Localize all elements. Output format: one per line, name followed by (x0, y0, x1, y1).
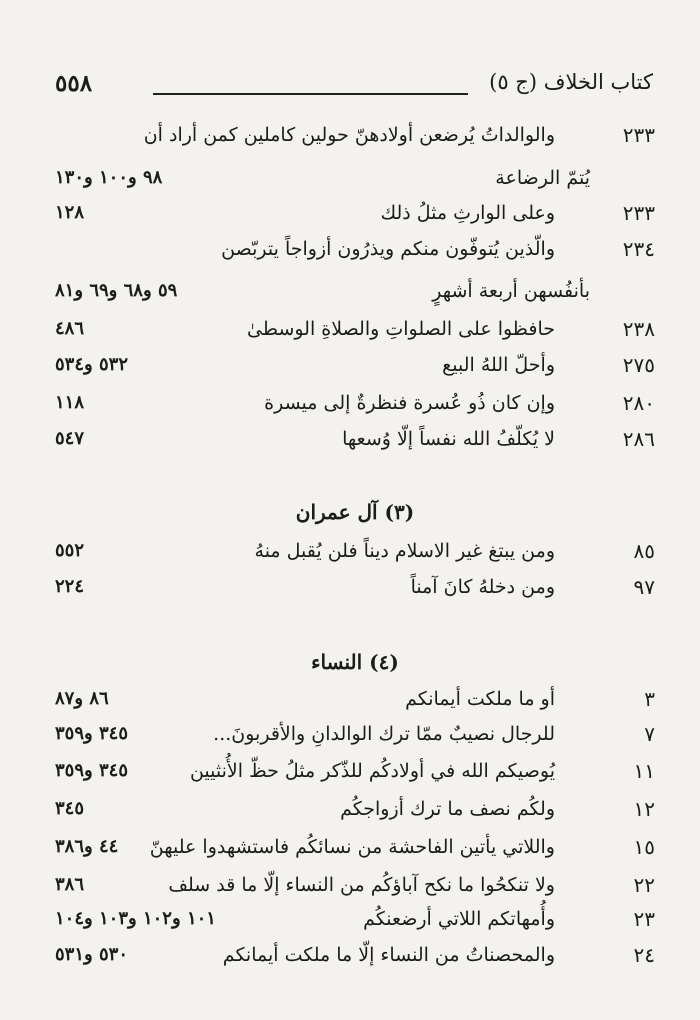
verse-number: ٧ (644, 722, 655, 746)
page-references: ٥٩ و٦٨ و٦٩ و٨١ (55, 280, 178, 301)
page-references: ٨٦ و٨٧ (55, 688, 109, 709)
verse-text: والّذين يُتوفّون منكم ويذرُون أزواجاً يتربّصن (221, 238, 555, 260)
verse-text: والمحصناتُ من النساء إلّا ما ملكت أيمانكم (222, 944, 555, 966)
verse-number: ٢٣٣ (622, 201, 655, 225)
verse-text: حافظوا على الصلواتِ والصلاةِ الوسطىٰ (247, 318, 555, 340)
verse-number: ١٢ (633, 797, 655, 821)
page-references: ٣٤٥ (55, 798, 85, 819)
verse-number: ١١ (633, 759, 655, 783)
verse-text: وإن كان ذُو عُسرة فنظرةٌ إلى ميسرة (264, 392, 555, 414)
section-title-al-imran: (٣) آل عمران (295, 500, 415, 524)
verse-text: وأحلّ اللهُ البيع (442, 354, 555, 376)
verse-text: بأنفُسهن أربعة أشهرٍ (432, 280, 590, 302)
verse-number: ٢٣٨ (622, 317, 655, 341)
page-references: ٥٣٢ و٥٣٤ (55, 354, 128, 375)
page-number: ٥٥٨ (55, 70, 93, 97)
verse-text: والوالداتُ يُرضعن أولادهنّ حولين كاملين كمن أراد أن (143, 124, 555, 146)
verse-text: ومن يبتغ غير الاسلام ديناً فلن يُقبل منهُ (254, 540, 555, 562)
verse-number: ٣ (644, 687, 655, 711)
book-title: كتاب الخلاف (ج ٥) (489, 70, 653, 94)
verse-number: ٢٣ (633, 907, 655, 931)
page-references: ٢٢٤ (55, 576, 85, 597)
page-references: ١١٨ (55, 392, 85, 413)
verse-text: يُوصيكم الله في أولادكُم للذّكر مثلُ حظّ الأُنثيين (189, 760, 555, 782)
verse-number: ٢٣٣ (622, 123, 655, 147)
verse-number: ٢٢ (633, 873, 655, 897)
page-references: ٣٨٦ (55, 874, 85, 895)
page-references: ٤٨٦ (55, 318, 85, 339)
page-references: ٤٤ و٣٨٦ (55, 836, 119, 857)
verse-text: واللاتي يأتين الفاحشة من نسائكُم فاستشهدوا عليهنّ (149, 836, 555, 858)
verse-number: ٢٨٠ (622, 391, 655, 415)
verse-text: لا يُكلّفُ الله نفساً إلّا وُسعها (342, 428, 555, 450)
verse-text: ومن دخلهُ كانَ آمناً (410, 576, 555, 598)
verse-text: أو ما ملكت أيمانكم (405, 688, 555, 710)
verse-text: يُتمّ الرضاعة (495, 167, 590, 189)
verse-text: ولكُم نصف ما ترك أزواجكُم (340, 798, 555, 820)
page-references: ١٢٨ (55, 202, 85, 223)
verse-number: ٢٤ (633, 943, 655, 967)
page-references: ٥٥٢ (55, 540, 85, 561)
page-references: ٣٤٥ و٣٥٩ (55, 760, 128, 781)
verse-number: ٩٧ (633, 575, 655, 599)
verse-text: وأُمهاتكم اللاتي أرضعنكُم (363, 908, 555, 930)
page-references: ١٠١ و١٠٢ و١٠٣ و١٠٤ (55, 908, 216, 929)
verse-number: ٢٧٥ (622, 353, 655, 377)
verse-number: ٢٣٤ (622, 237, 655, 261)
verse-number: ١٥ (633, 835, 655, 859)
header-rule (153, 93, 468, 95)
page-header (55, 70, 653, 110)
section-title-an-nisa: (٤) النساء (311, 650, 399, 674)
verse-text: وعلى الوارثِ مثلُ ذلك (380, 202, 555, 224)
page-references: ٥٤٧ (55, 428, 85, 449)
verse-number: ٢٨٦ (622, 427, 655, 451)
verse-text: ولا تنكحُوا ما نكح آباؤكُم من النساء إلّا ما قد سلف (168, 874, 555, 896)
page-references: ٥٣٠ و٥٣١ (55, 944, 128, 965)
page-references: ٩٨ و١٠٠ و١٣٠ (55, 167, 163, 188)
verse-number: ٨٥ (633, 539, 655, 563)
verse-text: للرجال نصيبٌ ممّا ترك الوالدانِ والأقربونَ... (213, 723, 555, 745)
page-references: ٣٤٥ و٣٥٩ (55, 723, 128, 744)
